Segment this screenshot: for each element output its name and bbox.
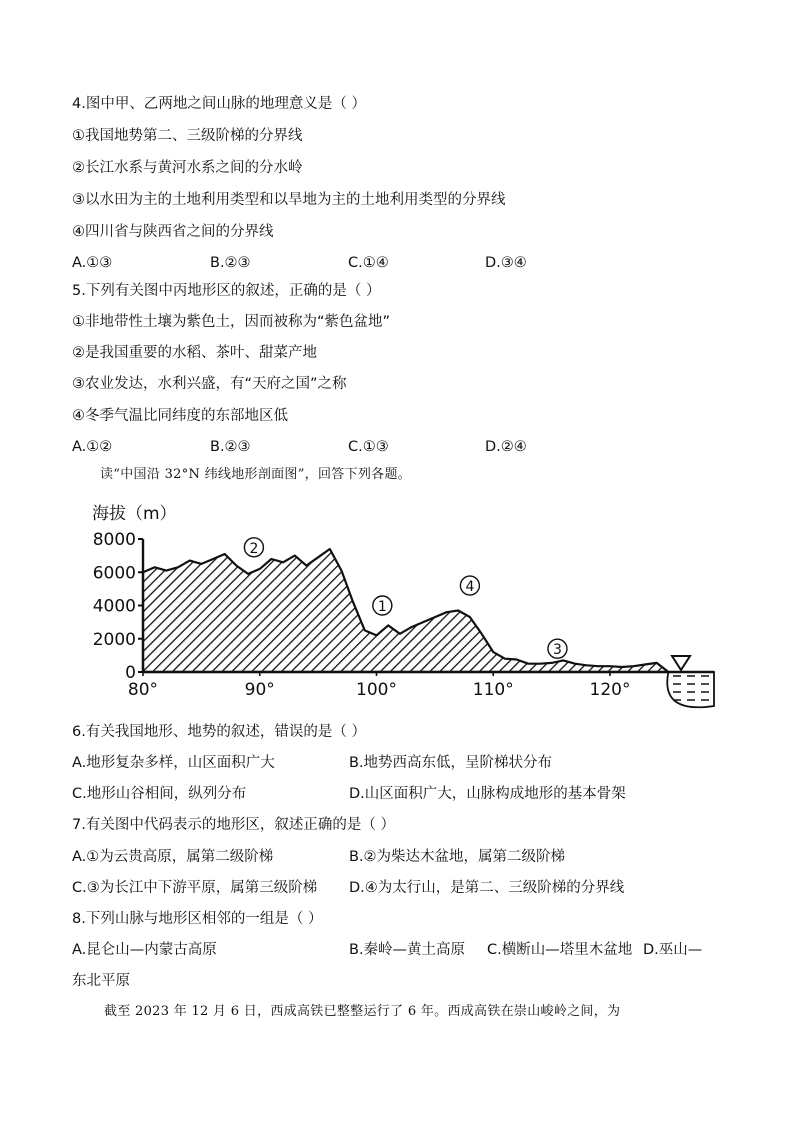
q5-item-2: ②是我国重要的水稻、茶叶、甜菜产地 [72, 345, 317, 361]
x-tick-label: 90° [244, 680, 275, 700]
q8-stem: 8.下列山脉与地形区相邻的一组是（ ） [72, 911, 323, 927]
q8-option-d-continued: 东北平原 [72, 973, 130, 989]
q6-option-d[interactable]: D.山区面积广大，山脉构成地形的基本骨架 [349, 786, 626, 802]
x-tick-label: 80° [127, 680, 159, 700]
q8-option-a[interactable]: A.昆仑山—内蒙古高原 [72, 942, 217, 958]
q5-option-d[interactable]: D.②④ [485, 439, 527, 455]
q5-item-3: ③农业发达，水利兴盛，有“天府之国”之称 [72, 376, 347, 392]
x-tick-label: 110° [472, 680, 514, 700]
q8-option-c[interactable]: C.横断山—塔里木盆地 [487, 942, 633, 958]
q6-option-c[interactable]: C.地形山谷相间，纵列分布 [72, 786, 247, 802]
chart-plot-layer [93, 530, 714, 707]
region-marker-label: 3 [553, 642, 562, 659]
q8-options-row [72, 940, 732, 960]
q4-item-2: ②长江水系与黄河水系之间的分水岭 [72, 160, 303, 176]
x-tick-label: 100° [356, 680, 397, 700]
q5-item-1: ①非地带性土壤为紫色土，因而被称为“紫色盆地” [72, 314, 391, 330]
q4-item-3: ③以水田为主的土地利用类型和以旱地为主的土地利用类型的分界线 [72, 192, 506, 208]
y-tick-label: 2000 [92, 629, 136, 650]
terrain-profile-area [143, 549, 668, 672]
q5-option-a[interactable]: A.①② [72, 439, 113, 455]
q6-option-a[interactable]: A.地形复杂多样，山区面积广大 [72, 755, 275, 771]
q4-option-a[interactable]: A.①③ [72, 255, 113, 271]
q4-option-b[interactable]: B.②③ [210, 255, 251, 271]
q8-option-d[interactable]: D.巫山— [643, 942, 703, 958]
q5-options [72, 437, 732, 457]
q4-option-c[interactable]: C.①④ [348, 255, 389, 271]
q4-options [72, 253, 732, 273]
q7-options-row2 [72, 878, 732, 898]
q4-item-4: ④四川省与陕西省之间的分界线 [72, 224, 274, 240]
region-marker-label: 4 [465, 579, 475, 596]
q7-stem: 7.有关图中代码表示的地形区，叙述正确的是（ ） [72, 817, 395, 833]
chart-instructions: 读“中国沿 32°N 纬线地形剖面图”，回答下列各题。 [100, 467, 412, 482]
region-marker-label: 2 [249, 540, 259, 557]
q6-options-row2 [72, 784, 732, 804]
y-tick-label: 8000 [92, 530, 136, 550]
q4-stem: 4.图中甲、乙两地之间山脉的地理意义是（ ） [72, 96, 366, 112]
q4-option-d[interactable]: D.③④ [485, 255, 527, 271]
chart-y-axis-label: 海拔（m） [92, 504, 177, 524]
y-tick-label: 6000 [92, 563, 136, 584]
q5-stem: 5.下列有关图中丙地形区的叙述，正确的是（ ） [72, 283, 381, 299]
passage-intro: 截至 2023 年 12 月 6 日，西成高铁已整整运行了 6 年。西成高铁在崇山峻岭之间，为 [104, 1004, 621, 1019]
q7-option-b[interactable]: B.②为柴达木盆地，属第二级阶梯 [349, 849, 566, 865]
q7-option-a[interactable]: A.①为云贵高原，属第二级阶梯 [72, 849, 274, 865]
terrain-profile-chart [70, 496, 730, 710]
q6-option-b[interactable]: B.地势西高东低，呈阶梯状分布 [349, 755, 553, 771]
region-marker-label: 1 [377, 599, 387, 615]
q5-item-4: ④冬季气温比同纬度的东部地区低 [72, 408, 288, 424]
q4-item-1: ①我国地势第二、三级阶梯的分界线 [72, 128, 303, 144]
x-tick-label: 120° [589, 680, 631, 700]
q6-stem: 6.有关我国地形、地势的叙述，错误的是（ ） [72, 724, 366, 740]
q7-option-d[interactable]: D.④为太行山，是第二、三级阶梯的分界线 [349, 880, 625, 896]
y-tick-label: 0 [125, 663, 136, 683]
q5-option-c[interactable]: C.①③ [348, 439, 389, 455]
q7-options-row1 [72, 847, 732, 867]
y-tick-label: 4000 [92, 596, 136, 617]
sea-level-marker [672, 656, 690, 670]
q5-option-b[interactable]: B.②③ [210, 439, 251, 455]
q8-option-b[interactable]: B.秦岭—黄土高原 [349, 942, 466, 958]
q6-options-row1 [72, 753, 732, 773]
sea-basin [667, 672, 714, 707]
q7-option-c[interactable]: C.③为长江中下游平原，属第三级阶梯 [72, 880, 318, 896]
